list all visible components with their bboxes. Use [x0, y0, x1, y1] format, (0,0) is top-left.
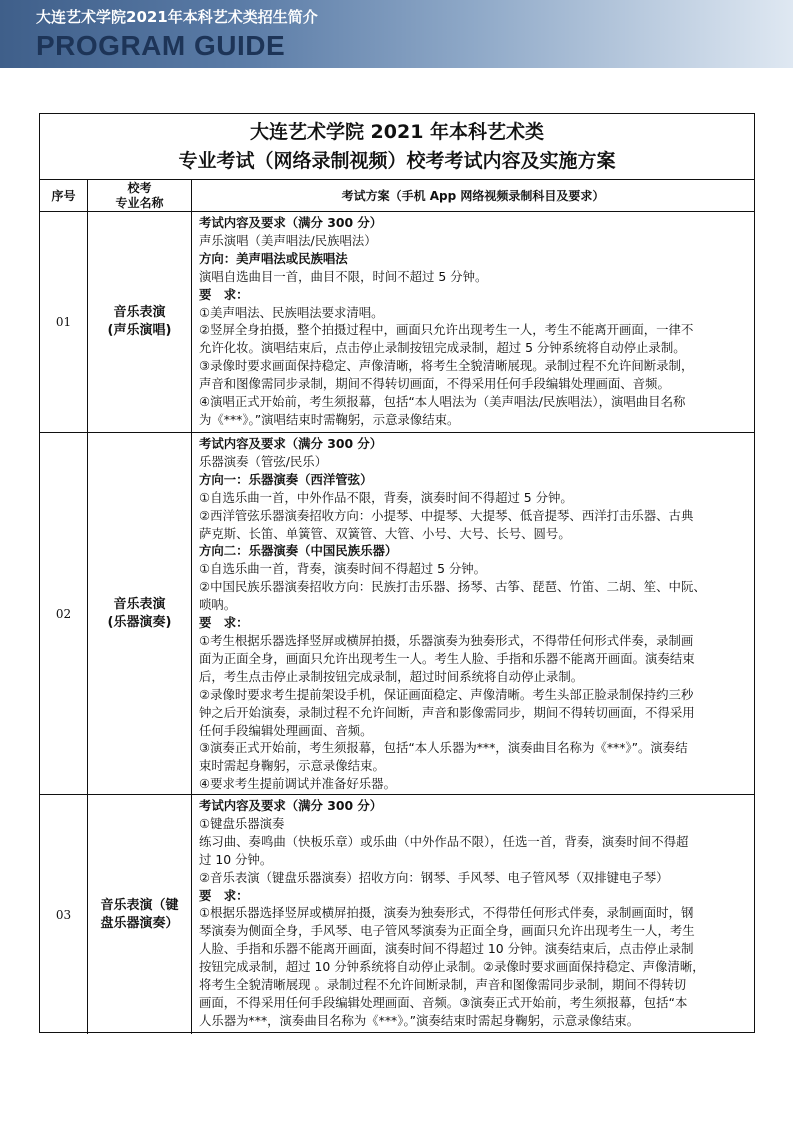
- row-major-line1: 音乐表演: [113, 305, 166, 320]
- plan-line: 琴演奏为侧面全身，手风琴、电子管风琴演奏为正面全身，画面只允许出现考生一人，考生: [199, 923, 695, 939]
- plan-line: ①美声唱法、民族唱法要求清唱。: [199, 304, 384, 320]
- plan-line: ①自选乐曲一首，中外作品不限，背奏，演奏时间不得超过 5 分钟。: [199, 489, 573, 505]
- row-major: [88, 795, 192, 1034]
- header-plan: 考试方案（手机 App 网络视频录制科目及要求）: [341, 189, 605, 203]
- row-plan: [192, 795, 754, 1034]
- plan-line: 考试内容及要求（满分 300 分）: [199, 215, 383, 230]
- table-row: [40, 433, 754, 795]
- plan-line: 声音和图像需同步录制，期间不得转切画面，不得采用任何手段编辑处理画面、音频。: [199, 376, 670, 392]
- plan-line: 演唱自选曲目一首，曲目不限，时间不超过 5 分钟。: [199, 268, 488, 284]
- plan-line: 将考生全貌清晰展现 。录制过程不允许间断录制，声音和图像需同步录制，期间不得转切: [199, 977, 687, 993]
- plan-line: 要 求：: [199, 615, 249, 631]
- plan-line: 人乐器为***，演奏曲目名称为《***》。”演奏结束时需起身鞠躬，示意录像结束。: [199, 1012, 640, 1028]
- plan-line: 考试内容及要求（满分 300 分）: [199, 798, 383, 813]
- plan-line: 钟之后开始演奏，录制过程不允许间断，声音和影像需同步，期间不得转切画面，不得采用: [199, 704, 695, 720]
- plan-line: 束时需起身鞠躬，示意录像结束。: [199, 758, 385, 774]
- plan-line: 练习曲、奏鸣曲（快板乐章）或乐曲（中外作品不限），任选一首，背奏，演奏时间不得超: [199, 833, 689, 849]
- header-banner: [0, 0, 793, 68]
- banner-english-title: PROGRAM GUIDE: [36, 30, 286, 61]
- plan-line: 方向：美声唱法或民族唱法: [199, 250, 348, 266]
- plan-line: ①根据乐器选择竖屏或横屏拍摄，演奏为独奏形式，不得带任何形式伴奏，录制画面时，钢: [199, 905, 694, 921]
- plan-line: 为《***》。”演唱结束时需鞠躬，示意录像结束。: [199, 411, 460, 427]
- plan-line: 后，考生点击停止录制按钮完成录制，超过时间系统将自动停止录制。: [199, 668, 584, 684]
- table-title: [40, 114, 754, 180]
- plan-line: 人脸、手指和乐器不能离开画面，演奏时间不得超过 10 分钟。演奏结束后，点击停止录制: [199, 941, 694, 957]
- plan-line: 要 求：: [199, 887, 249, 903]
- table-header-row: [40, 180, 754, 212]
- plan-line: ④演唱正式开始前，考生须报幕，包括“本人唱法为（美声唱法/民族唱法），演唱曲目名称: [199, 394, 686, 410]
- plan-line: 允许化妆。演唱结束后，点击停止录制按钮完成录制，超过 5 分钟系统将自动停止录制。: [199, 340, 686, 356]
- plan-line: 萨克斯、长笛、单簧管、双簧管、大管、小号、大号、长号、圆号。: [199, 525, 571, 541]
- plan-line: ③录像时要求画面保持稳定、声像清晰，将考生全貌清晰展现。录制过程不允许间断录制，: [199, 358, 694, 374]
- row-major-line2: (声乐演唱): [107, 323, 172, 338]
- plan-line: 乐器演奏（管弦/民乐）: [199, 453, 328, 469]
- plan-line: 过 10 分钟。: [199, 851, 273, 867]
- row-major: [88, 433, 192, 794]
- row-plan: [192, 433, 754, 794]
- row-major: [88, 212, 192, 432]
- header-seq: 序号: [40, 180, 88, 211]
- title-line-1: 大连艺术学院 2021 年本科艺术类: [249, 121, 545, 143]
- plan-line: 考试内容及要求（满分 300 分）: [199, 436, 383, 451]
- plan-line: ③演奏正式开始前，考生须报幕，包括“本人乐器为***，演奏曲目名称为《***》”。演奏结: [199, 740, 688, 756]
- plan-line: 画面，不得采用任何手段编辑处理画面、音频。③演奏正式开始前，考生须报幕，包括“本: [199, 994, 688, 1010]
- plan-line: ④要求考生提前调试并准备好乐器。: [199, 776, 396, 792]
- plan-line: 要 求：: [199, 286, 249, 302]
- header-major-line1: 校考: [127, 180, 152, 195]
- plan-line: 任何手段编辑处理画面、音频。: [199, 722, 373, 738]
- plan-line: ②录像时要求考生提前架设手机，保证画面稳定、声像清晰。考生头部正脸录制保持约三秒: [199, 686, 694, 702]
- exam-table: [39, 113, 755, 1033]
- plan-line: 按钮完成录制，超过 10 分钟系统将自动停止录制。②录像时要求画面保持稳定、声像清晰，: [199, 959, 705, 975]
- plan-line: ①考生根据乐器选择竖屏或横屏拍摄，乐器演奏为独奏形式，不得带任何形式伴奏，录制画: [199, 632, 694, 648]
- row-plan: [192, 212, 754, 432]
- plan-line: ①自选乐曲一首，背奏，演奏时间不得超过 5 分钟。: [199, 561, 487, 577]
- plan-line: ①键盘乐器演奏: [199, 815, 285, 831]
- row-major-line1: 音乐表演: [113, 596, 166, 612]
- row-seq: 01: [40, 212, 88, 432]
- plan-line: 方向二：乐器演奏（中国民族乐器）: [199, 543, 398, 559]
- header-major: [88, 180, 192, 211]
- plan-line: 唢呐。: [199, 597, 237, 613]
- plan-line: ②竖屏全身拍摄，整个拍摄过程中，画面只允许出现考生一人，考生不能离开画面，一律不: [199, 322, 694, 338]
- table-row: [40, 795, 754, 1034]
- title-line-2: 专业考试（网络录制视频）校考考试内容及实施方案: [178, 150, 616, 172]
- row-major-line2: 盘乐器演奏）: [100, 915, 179, 931]
- plan-line: 面为正面全身，画面只允许出现考生一人。考生人脸、手指和乐器不能离开画面。演奏结束: [199, 650, 695, 666]
- row-seq: 02: [40, 433, 88, 794]
- row-seq: 03: [40, 795, 88, 1034]
- row-major-line2: (乐器演奏): [107, 614, 172, 630]
- plan-line: ②西洋管弦乐器演奏招收方向：小提琴、中提琴、大提琴、低音提琴、西洋打击乐器、古典: [199, 507, 694, 523]
- plan-line: ②中国民族乐器演奏招收方向：民族打击乐器、扬琴、古筝、琵琶、竹笛、二胡、笙、中阮、: [199, 579, 706, 595]
- plan-line: 方向一：乐器演奏（西洋管弦）: [199, 471, 373, 487]
- table-row: [40, 212, 754, 433]
- plan-line: ②音乐表演（键盘乐器演奏）招收方向：钢琴、手风琴、电子管风琴（双排键电子琴）: [199, 869, 669, 885]
- header-major-line2: 专业名称: [115, 195, 164, 210]
- plan-line: 声乐演唱（美声唱法/民族唱法）: [199, 232, 377, 248]
- row-major-line1: 音乐表演（键: [100, 897, 179, 913]
- banner-title: 大连艺术学院2021年本科艺术类招生简介: [36, 8, 318, 26]
